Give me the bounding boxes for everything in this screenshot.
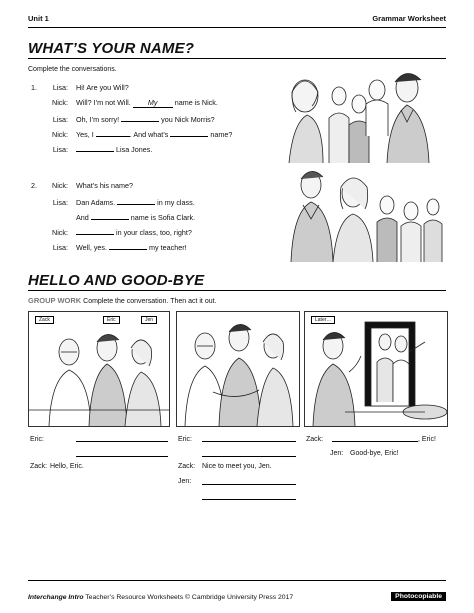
section-rule [28,58,446,59]
illustration-dan-sofia [283,165,446,262]
dialogue-line [34,143,232,158]
speaker: Nick: [52,98,68,107]
panel-1-art [29,312,169,426]
speaker: Lisa: [52,83,68,92]
group-work-label: GROUP WORK [28,296,82,305]
dialogue-line [34,128,232,143]
panel-3-art [305,312,447,426]
answer-blank[interactable] [91,211,129,220]
line-text: And [76,213,89,222]
line-text: in my class. [157,198,195,207]
line-text: name? [210,130,233,139]
answer-blank[interactable] [170,128,208,137]
conversation-2 [34,181,195,256]
line-text: Dan Adams. [76,198,116,207]
answer-line[interactable] [76,441,168,442]
speaker: Eric: [178,436,192,443]
label-zack: Zack [35,316,54,324]
comic-panel-2 [176,311,300,427]
dialogue-line [34,181,195,196]
illustration-lisa-nick [283,66,446,163]
section-rule [28,290,446,291]
header-rule [28,27,446,28]
speaker: Zack: [30,463,48,470]
speaker: Jen: [178,478,192,485]
line-text: Nice to meet you, Jen. [202,463,272,470]
dialogue-line [34,226,195,241]
answer-line[interactable] [332,441,418,442]
instruction: Complete the conversations. [28,66,117,73]
line-text: Well, yes. [76,243,108,252]
dialogue-line [34,83,232,98]
line-text: . And what’s [129,130,169,139]
line-text: my teacher! [149,243,187,252]
answer-blank[interactable] [96,128,130,137]
speaker: Zack: [178,463,196,470]
label-eric: Eric [103,316,120,324]
comic-panel-1 [28,311,170,427]
answer-blank[interactable] [121,113,159,122]
line-text: What’s his name? [76,181,133,190]
line-text: Oh, I’m sorry! [76,115,120,124]
speaker: Zack: [306,436,324,443]
line-text: Hi! Are you Will? [76,83,129,92]
answer-blank[interactable] [76,143,114,152]
speaker: Lisa: [52,198,68,207]
conversation-1 [34,83,232,158]
speaker: Nick: [52,181,68,190]
speaker: Lisa: [52,243,68,252]
worksheet-type: Grammar Worksheet [372,14,446,23]
section-title-hello: HELLO AND GOOD-BYE [28,272,205,289]
answer-line[interactable] [202,441,296,442]
speaker: Eric: [30,436,44,443]
line-text: in your class, too, right? [116,228,192,237]
speaker: Lisa: [52,145,68,154]
line-text: you Nick Morris? [161,115,215,124]
group-work-instruction [28,296,217,305]
speaker: Lisa: [52,115,68,124]
answer-line[interactable] [76,456,168,457]
label-jen: Jen [141,316,157,324]
line-text: Hello, Eric. [50,463,84,470]
answer-blank[interactable] [109,241,147,250]
line-text: Lisa Jones. [116,145,153,154]
answer-line[interactable] [202,484,296,485]
panel-2-art [177,312,299,426]
answer-line[interactable] [202,499,296,500]
answer-blank[interactable] [76,226,114,235]
dialogue-line [34,211,195,226]
footer-text [28,594,293,601]
line-text: name is Nick. [174,98,218,107]
speaker: Nick: [52,130,68,139]
photocopiable-badge: Photocopiable [391,592,446,601]
dialogue-line [34,241,195,256]
footer-rule [28,580,446,581]
line-text: Yes, I [76,130,94,139]
footer-brand: Interchange Intro [28,594,84,601]
comic-panel-3 [304,311,448,427]
label-later: Later… [311,316,335,324]
answer-blank[interactable]: My [133,98,173,108]
dialogue-line [34,98,232,113]
line-text: Will? I’m not Will. [76,98,131,107]
answer-blank[interactable] [117,196,155,205]
instruction-text: Complete the conversation. Then act it out. [83,298,217,305]
line-text: name is Sofia Clark. [130,213,196,222]
conv-number: 2. [31,181,37,190]
conv-number: 1. [31,83,37,92]
answer-line[interactable] [202,456,296,457]
line-text: Good-bye, Eric! [350,450,399,457]
line-text: , Eric! [418,436,436,443]
dialogue-line [34,196,195,211]
section-title-names: WHAT’S YOUR NAME? [28,40,195,57]
speaker: Nick: [52,228,68,237]
dialogue-line [34,113,232,128]
speaker: Jen: [330,450,344,457]
unit-label: Unit 1 [28,14,49,23]
footer-copyright: Teacher’s Resource Worksheets © Cambridge University Press 2017 [85,594,294,601]
